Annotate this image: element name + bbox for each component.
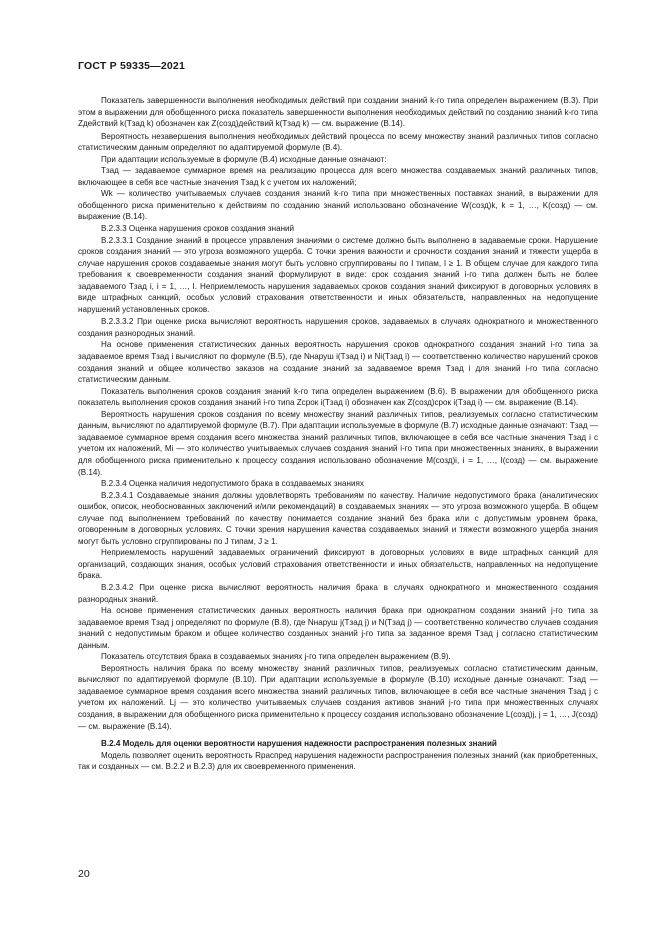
paragraph: В.2.3.3.2 При оценке риска вычисляют вероятность нарушения сроков, задаваемых в случаях однократного и множественного создания разнородных знаний. bbox=[78, 317, 598, 338]
paragraph: Неприемлемость нарушений задаваемых ограничений фиксируют в договорных условиях в виде штрафных санкций для организаций, создающих знания, особых условий страхования ответственности и иных обязательств, направленных на недопущение брака. bbox=[78, 548, 598, 581]
paragraph: Wk — количество учитываемых случаев создания знаний k-го типа при множественных поставках знаний, в выражении для обобщенного риска применительно к действиям по созданию знаний использовано обозначение W(созд)k, k = 1, …, K(созд) — см. выражение (В.14). bbox=[78, 189, 598, 222]
paragraph: Вероятность наличия брака по всему множеству знаний различных типов, реализуемых согласно статистическим данным, вычисляют по адаптируемой формуле (В.10). При адаптации используемые в формуле (В.10) исходные данные означают: Tзад — задаваемое суммарное время создания всего множества знаний различных типов, включающее в себя все частные значения Tзад j с учетом их наложений. Lj — это количество учитываемых случаев создания активов знаний j-го типа при множественных случаях создания, в выражении для обобщенного риска применительно к процессу создания использовано обозначение L(созд)j, j = 1, …, J(созд) — см. выражение (В.14). bbox=[78, 663, 598, 731]
paragraph: Модель позволяет оценить вероятность Rраспред нарушения надежности распространения полезных знаний (как приобретенных, так и созданных — см. В.2.2 и В.2.3) для их своевременного применения. bbox=[78, 750, 598, 772]
paragraph: Tзад — задаваемое суммарное время на реализацию процесса для всего множества создаваемых знаний различных типов, включающее в себя все частные значения Tзад k с учетом их наложений; bbox=[78, 166, 598, 187]
paragraph: Вероятность нарушения сроков создания по всему множеству знаний различных типов, реализуемых согласно статистическим данным, вычисляют по адаптируемой формуле (В.7). При адаптации используемые в формуле (В.7) исходные данные означают: Tзад — задаваемое суммарное время создания всего множества знаний различных типов, включающее в себя все частные значения Tзад i с учетом их наложений, Mi — это количество учитываемых случаев создания знаний i-го типа при множественных знаниях, в выражении для обобщенного риска применительно к процессу создания использовано обозначение M(созд)i, i = 1, …, I(созд) — см. выражение (В.14). bbox=[78, 409, 598, 477]
paragraph: В.2.3.4.1 Создаваемые знания должны удовлетворять требованиям по качеству. Наличие недопустимого брака (аналитических ошибок, описок, необоснованных заключений и/или рекомендаций) в создаваемых знаниях — это угроза возможного ущерба. В общем случае под выполнением требований по качеству понимается создание знаний без брака или с допустимым уровнем брака, оговоренным в договорных условиях. С точки зрения нарушения качества создаваемых знаний и тяжести возможного ущерба знания могут быть условно сгруппированы по J типам, J ≥ 1. bbox=[78, 490, 598, 546]
paragraph: В.2.3.4.2 При оценке риска вычисляют вероятность наличия брака в случаях однократного и множественного создания разнородных знаний. bbox=[78, 582, 598, 604]
section-heading: В.2.4 Модель для оценки вероятности нарушения надежности распространения полезных знаний bbox=[101, 739, 497, 749]
subsection-title: В.2.3.4 Оценка наличия недопустимого брака в создаваемых знаниях bbox=[101, 479, 364, 489]
document-header: ГОСТ Р 59335—2021 bbox=[78, 60, 186, 72]
paragraph: Показатель выполнения сроков создания знаний k-го типа определен выражением (В.6). В выражении для обобщенного риска показатель выполнения сроков создания знаний i-го типа Zсрок i(Tзад i) обозначен как Z(созд)срок i(Tзад i) — см. выражение (В.14). bbox=[78, 386, 598, 408]
paragraph: Показатель завершенности выполнения необходимых действий при создании знаний k-го типа определен выражением (В.3). При этом в выражении для обобщенного риска показатель завершенности выполнения необходимых действий по созданию знаний k-го типа Zдействий k(Tзад k) обозначен как Z(созд)действий k(Tзад k) — см. выражение (В.14). bbox=[78, 96, 598, 129]
paragraph: На основе применения статистических данных вероятность нарушения сроков однократного создания знаний i-го типа за задаваемое время Tзад i вычисляют по формуле (В.5), где Nнаруш i(Tзад i) и Ni(Tзад i) — соответственно количество нарушений сроков создания знаний и общее количество заказов на создание знаний за задаваемое время Tзад i для знаний i-го типа согласно статистическим данным. bbox=[78, 340, 598, 385]
paragraph: Показатель отсутствия брака в создаваемых знаниях j-го типа определен выражением (В.9). bbox=[101, 652, 451, 662]
subsection-title: В.2.3.3 Оценка нарушения сроков создания знаний bbox=[101, 224, 295, 234]
document-body bbox=[78, 95, 598, 773]
paragraph: На основе применения статистических данных вероятность наличия брака при однократном создании знаний j-го типа за задаваемое время Tзад j определяют по формуле (В.8), где Nнаруш j(Tзад j) и N(Tзад j) — соответственно количество случаев создания знаний с недопустимым браком и общее количество созданных знаний j-го типа за заданное время Tзад j согласно статистическим данным. bbox=[78, 606, 598, 650]
paragraph: Вероятность незавершения выполнения необходимых действий процесса по всему множеству знаний различных типов согласно статистическим данным определяют по адаптируемой формуле (В.4). bbox=[78, 131, 598, 153]
paragraph: При адаптации используемые в формуле (В.4) исходные данные означают: bbox=[101, 154, 387, 164]
paragraph: В.2.3.3.1 Создание знаний в процессе управления знаниями о системе должно быть выполнено в задаваемые сроки. Нарушение сроков создания знаний — это угроза возможного ущерба. С точки зрения важности и срочности создания знаний и тяжести ущерба в случае нарушения сроков создаваемые знания могут быть условно сгруппированы по I типам, I ≥ 1. В общем случае для каждого типа требования к своевременности создания знаний формулируют в виде: срок создания знаний i-го типа должен быть не более задаваемого Tзад i, i = 1, …, I. Неприемлемость нарушения задаваемых сроков создания знаний фиксируют в договорных условиях в виде штрафных санкций, особых условий страхования ответственности и иных обязательств, направленных на недопущение нарушений установленных сроков. bbox=[78, 235, 598, 314]
page-number: 20 bbox=[78, 868, 90, 880]
